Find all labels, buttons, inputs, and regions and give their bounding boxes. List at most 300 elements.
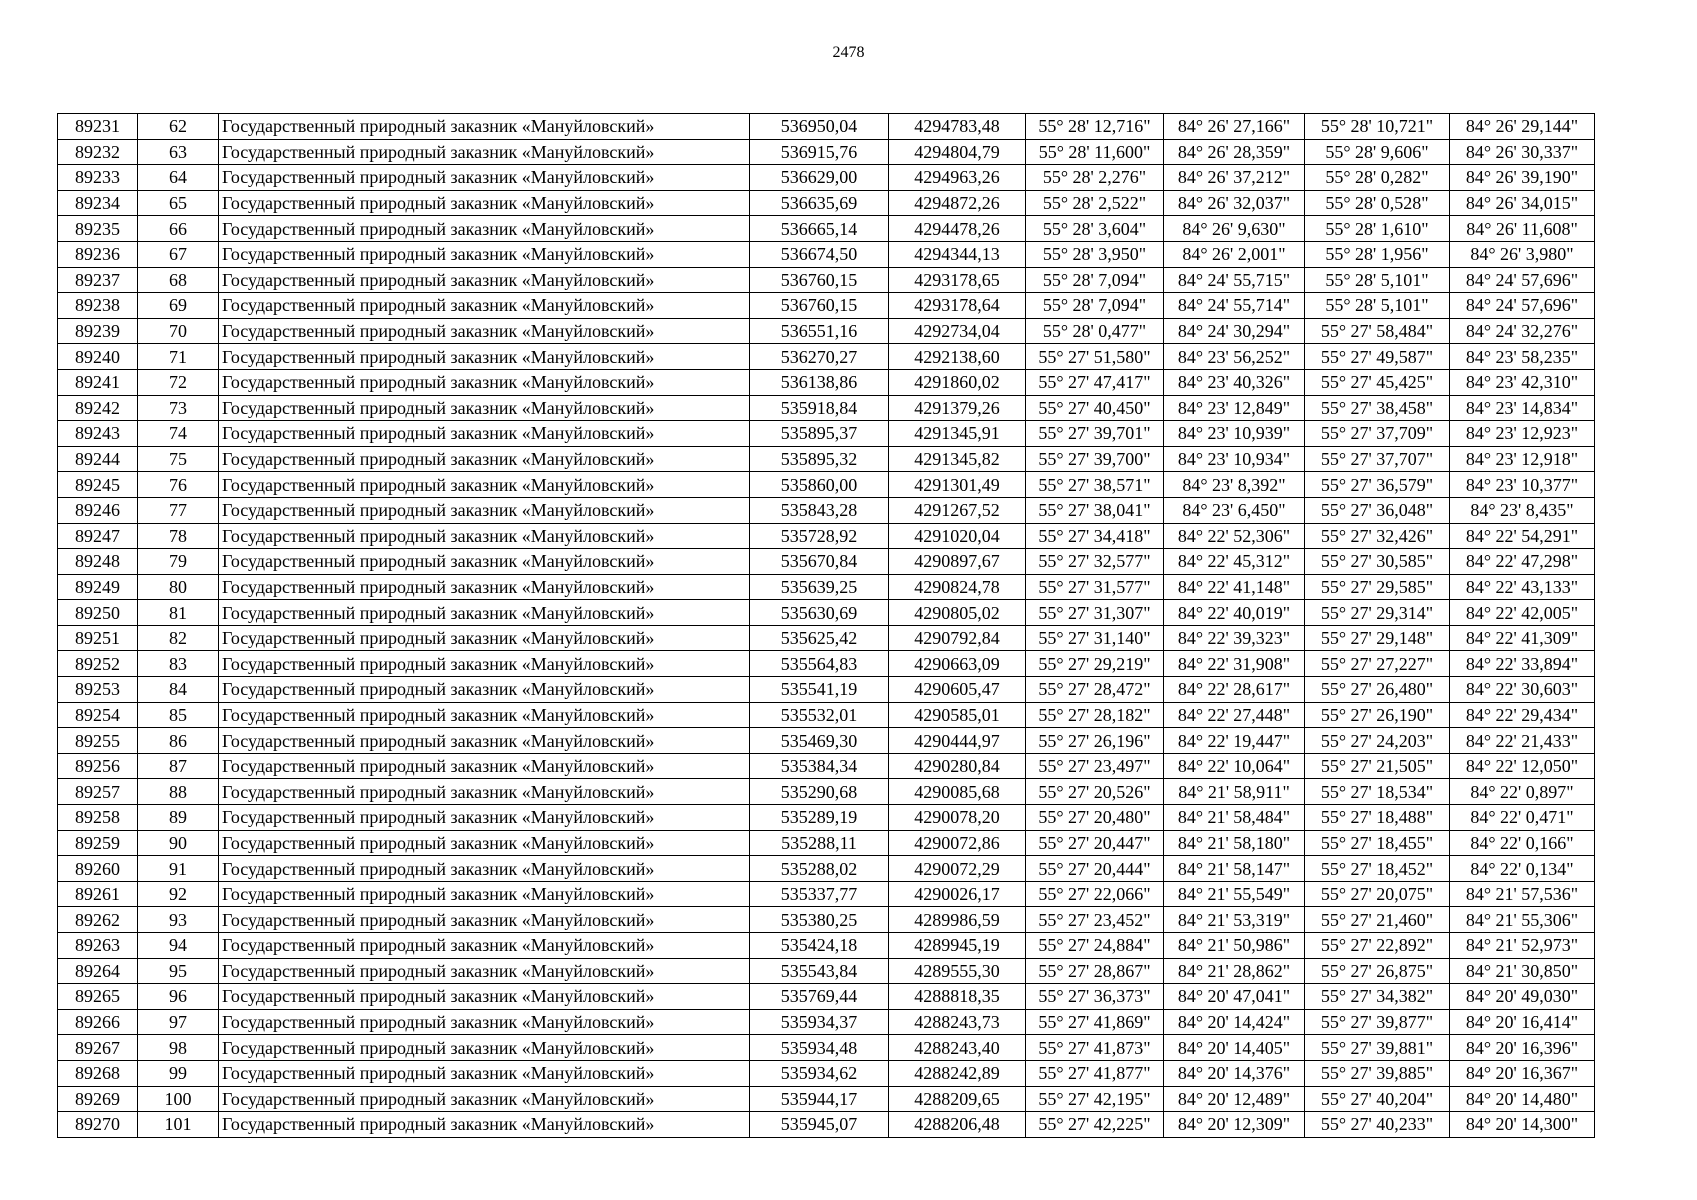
object-name-cell: Государственный природный заказник «Мануйловский» [219,1112,750,1138]
latitude-alt-cell: 55° 27' 21,460" [1305,907,1450,933]
x-coordinate-cell: 536665,14 [750,216,889,242]
x-coordinate-cell: 535469,30 [750,728,889,754]
latitude-alt-cell: 55° 27' 32,426" [1305,523,1450,549]
x-coordinate-cell: 535934,48 [750,1035,889,1061]
latitude-alt-cell: 55° 27' 39,881" [1305,1035,1450,1061]
record-id-cell: 89253 [58,677,138,703]
table-row [58,216,1595,242]
table-row [58,728,1595,754]
latitude-cell: 55° 27' 31,577" [1026,574,1164,600]
longitude-alt-cell: 84° 20' 14,300" [1450,1112,1595,1138]
latitude-alt-cell: 55° 27' 38,458" [1305,395,1450,421]
object-name-cell: Государственный природный заказник «Мануйловский» [219,344,750,370]
longitude-alt-cell: 84° 23' 12,918" [1450,446,1595,472]
latitude-cell: 55° 27' 28,472" [1026,677,1164,703]
record-id-cell: 89245 [58,472,138,498]
object-name-cell: Государственный природный заказник «Мануйловский» [219,446,750,472]
object-name-cell: Государственный природный заказник «Мануйловский» [219,165,750,191]
point-number-cell: 88 [138,779,219,805]
object-name-cell: Государственный природный заказник «Мануйловский» [219,625,750,651]
longitude-cell: 84° 20' 12,309" [1164,1112,1305,1138]
object-name-cell: Государственный природный заказник «Мануйловский» [219,318,750,344]
latitude-cell: 55° 27' 41,869" [1026,1009,1164,1035]
table-row [58,139,1595,165]
point-number-cell: 73 [138,395,219,421]
longitude-alt-cell: 84° 22' 54,291" [1450,523,1595,549]
table-row [58,267,1595,293]
longitude-alt-cell: 84° 20' 16,396" [1450,1035,1595,1061]
table-row [58,651,1595,677]
record-id-cell: 89241 [58,369,138,395]
record-id-cell: 89246 [58,497,138,523]
record-id-cell: 89269 [58,1086,138,1112]
latitude-cell: 55° 28' 3,604" [1026,216,1164,242]
table-row [58,625,1595,651]
object-name-cell: Государственный природный заказник «Мануйловский» [219,1086,750,1112]
longitude-alt-cell: 84° 26' 3,980" [1450,241,1595,267]
record-id-cell: 89255 [58,728,138,754]
latitude-cell: 55° 28' 3,950" [1026,241,1164,267]
y-coordinate-cell: 4288209,65 [889,1086,1026,1112]
object-name-cell: Государственный природный заказник «Мануйловский» [219,856,750,882]
object-name-cell: Государственный природный заказник «Мануйловский» [219,241,750,267]
latitude-cell: 55° 28' 11,600" [1026,139,1164,165]
longitude-cell: 84° 23' 56,252" [1164,344,1305,370]
y-coordinate-cell: 4291020,04 [889,523,1026,549]
point-number-cell: 92 [138,881,219,907]
point-number-cell: 83 [138,651,219,677]
y-coordinate-cell: 4291345,91 [889,421,1026,447]
latitude-cell: 55° 27' 24,884" [1026,933,1164,959]
record-id-cell: 89252 [58,651,138,677]
record-id-cell: 89250 [58,600,138,626]
longitude-alt-cell: 84° 23' 10,377" [1450,472,1595,498]
y-coordinate-cell: 4290663,09 [889,651,1026,677]
table-body [58,114,1595,1138]
record-id-cell: 89265 [58,984,138,1010]
longitude-alt-cell: 84° 20' 49,030" [1450,984,1595,1010]
point-number-cell: 85 [138,702,219,728]
latitude-cell: 55° 27' 32,577" [1026,549,1164,575]
x-coordinate-cell: 535639,25 [750,574,889,600]
table-row [58,241,1595,267]
record-id-cell: 89259 [58,830,138,856]
x-coordinate-cell: 535288,11 [750,830,889,856]
latitude-alt-cell: 55° 27' 37,709" [1305,421,1450,447]
table-row [58,344,1595,370]
latitude-cell: 55° 27' 28,867" [1026,958,1164,984]
record-id-cell: 89238 [58,293,138,319]
latitude-cell: 55° 27' 38,571" [1026,472,1164,498]
latitude-cell: 55° 27' 28,182" [1026,702,1164,728]
longitude-alt-cell: 84° 26' 39,190" [1450,165,1595,191]
x-coordinate-cell: 535424,18 [750,933,889,959]
y-coordinate-cell: 4290585,01 [889,702,1026,728]
x-coordinate-cell: 535543,84 [750,958,889,984]
y-coordinate-cell: 4290805,02 [889,600,1026,626]
y-coordinate-cell: 4289945,19 [889,933,1026,959]
table-row [58,677,1595,703]
latitude-alt-cell: 55° 28' 0,282" [1305,165,1450,191]
object-name-cell: Государственный природный заказник «Мануйловский» [219,549,750,575]
longitude-alt-cell: 84° 20' 16,414" [1450,1009,1595,1035]
record-id-cell: 89235 [58,216,138,242]
latitude-alt-cell: 55° 27' 40,204" [1305,1086,1450,1112]
object-name-cell: Государственный природный заказник «Мануйловский» [219,651,750,677]
object-name-cell: Государственный природный заказник «Мануйловский» [219,933,750,959]
point-number-cell: 71 [138,344,219,370]
longitude-cell: 84° 20' 14,424" [1164,1009,1305,1035]
latitude-cell: 55° 27' 39,700" [1026,446,1164,472]
y-coordinate-cell: 4290026,17 [889,881,1026,907]
longitude-alt-cell: 84° 23' 8,435" [1450,497,1595,523]
table-row [58,881,1595,907]
longitude-alt-cell: 84° 22' 47,298" [1450,549,1595,575]
object-name-cell: Государственный природный заказник «Мануйловский» [219,1009,750,1035]
object-name-cell: Государственный природный заказник «Мануйловский» [219,497,750,523]
latitude-alt-cell: 55° 27' 45,425" [1305,369,1450,395]
object-name-cell: Государственный природный заказник «Мануйловский» [219,728,750,754]
latitude-alt-cell: 55° 27' 26,480" [1305,677,1450,703]
longitude-cell: 84° 22' 28,617" [1164,677,1305,703]
object-name-cell: Государственный природный заказник «Мануйловский» [219,472,750,498]
longitude-cell: 84° 21' 58,911" [1164,779,1305,805]
latitude-alt-cell: 55° 27' 29,585" [1305,574,1450,600]
longitude-alt-cell: 84° 22' 41,309" [1450,625,1595,651]
record-id-cell: 89231 [58,114,138,140]
y-coordinate-cell: 4294478,26 [889,216,1026,242]
object-name-cell: Государственный природный заказник «Мануйловский» [219,958,750,984]
point-number-cell: 89 [138,805,219,831]
record-id-cell: 89268 [58,1060,138,1086]
latitude-cell: 55° 27' 42,195" [1026,1086,1164,1112]
y-coordinate-cell: 4291860,02 [889,369,1026,395]
record-id-cell: 89257 [58,779,138,805]
point-number-cell: 90 [138,830,219,856]
table-row [58,830,1595,856]
record-id-cell: 89240 [58,344,138,370]
point-number-cell: 84 [138,677,219,703]
record-id-cell: 89267 [58,1035,138,1061]
object-name-cell: Государственный природный заказник «Мануйловский» [219,677,750,703]
longitude-alt-cell: 84° 23' 14,834" [1450,395,1595,421]
longitude-alt-cell: 84° 26' 30,337" [1450,139,1595,165]
record-id-cell: 89258 [58,805,138,831]
table-row [58,421,1595,447]
latitude-alt-cell: 55° 27' 26,190" [1305,702,1450,728]
latitude-alt-cell: 55° 27' 27,227" [1305,651,1450,677]
record-id-cell: 89264 [58,958,138,984]
table-row [58,472,1595,498]
x-coordinate-cell: 535670,84 [750,549,889,575]
longitude-cell: 84° 21' 58,484" [1164,805,1305,831]
latitude-alt-cell: 55° 27' 37,707" [1305,446,1450,472]
object-name-cell: Государственный природный заказник «Мануйловский» [219,574,750,600]
longitude-cell: 84° 20' 14,376" [1164,1060,1305,1086]
longitude-alt-cell: 84° 22' 29,434" [1450,702,1595,728]
x-coordinate-cell: 536629,00 [750,165,889,191]
point-number-cell: 79 [138,549,219,575]
longitude-alt-cell: 84° 22' 30,603" [1450,677,1595,703]
latitude-cell: 55° 27' 36,373" [1026,984,1164,1010]
y-coordinate-cell: 4294872,26 [889,190,1026,216]
longitude-alt-cell: 84° 24' 32,276" [1450,318,1595,344]
record-id-cell: 89251 [58,625,138,651]
x-coordinate-cell: 535918,84 [750,395,889,421]
latitude-cell: 55° 27' 31,307" [1026,600,1164,626]
x-coordinate-cell: 535625,42 [750,625,889,651]
point-number-cell: 82 [138,625,219,651]
point-number-cell: 67 [138,241,219,267]
table-row [58,1009,1595,1035]
table-row [58,702,1595,728]
longitude-alt-cell: 84° 26' 11,608" [1450,216,1595,242]
x-coordinate-cell: 536950,04 [750,114,889,140]
point-number-cell: 78 [138,523,219,549]
y-coordinate-cell: 4288818,35 [889,984,1026,1010]
object-name-cell: Государственный природный заказник «Мануйловский» [219,139,750,165]
latitude-cell: 55° 27' 20,444" [1026,856,1164,882]
table-row [58,933,1595,959]
latitude-cell: 55° 27' 41,877" [1026,1060,1164,1086]
table-row [58,1035,1595,1061]
point-number-cell: 100 [138,1086,219,1112]
longitude-cell: 84° 22' 41,148" [1164,574,1305,600]
longitude-alt-cell: 84° 26' 29,144" [1450,114,1595,140]
y-coordinate-cell: 4290072,86 [889,830,1026,856]
x-coordinate-cell: 535288,02 [750,856,889,882]
table-row [58,497,1595,523]
latitude-alt-cell: 55° 27' 21,505" [1305,753,1450,779]
longitude-alt-cell: 84° 21' 52,973" [1450,933,1595,959]
table-row [58,1112,1595,1138]
latitude-alt-cell: 55° 28' 5,101" [1305,267,1450,293]
point-number-cell: 69 [138,293,219,319]
x-coordinate-cell: 536270,27 [750,344,889,370]
point-number-cell: 72 [138,369,219,395]
record-id-cell: 89232 [58,139,138,165]
object-name-cell: Государственный природный заказник «Мануйловский» [219,293,750,319]
record-id-cell: 89242 [58,395,138,421]
object-name-cell: Государственный природный заказник «Мануйловский» [219,753,750,779]
y-coordinate-cell: 4294783,48 [889,114,1026,140]
table-row [58,523,1595,549]
latitude-alt-cell: 55° 27' 49,587" [1305,344,1450,370]
table-row [58,165,1595,191]
record-id-cell: 89261 [58,881,138,907]
record-id-cell: 89263 [58,933,138,959]
y-coordinate-cell: 4290824,78 [889,574,1026,600]
latitude-cell: 55° 27' 26,196" [1026,728,1164,754]
latitude-cell: 55° 27' 51,580" [1026,344,1164,370]
y-coordinate-cell: 4291267,52 [889,497,1026,523]
latitude-alt-cell: 55° 27' 24,203" [1305,728,1450,754]
latitude-alt-cell: 55° 27' 39,885" [1305,1060,1450,1086]
longitude-alt-cell: 84° 24' 57,696" [1450,267,1595,293]
record-id-cell: 89260 [58,856,138,882]
point-number-cell: 91 [138,856,219,882]
longitude-cell: 84° 26' 32,037" [1164,190,1305,216]
longitude-alt-cell: 84° 22' 0,897" [1450,779,1595,805]
table-row [58,805,1595,831]
object-name-cell: Государственный природный заказник «Мануйловский» [219,984,750,1010]
record-id-cell: 89254 [58,702,138,728]
point-number-cell: 96 [138,984,219,1010]
record-id-cell: 89248 [58,549,138,575]
point-number-cell: 75 [138,446,219,472]
x-coordinate-cell: 535895,32 [750,446,889,472]
latitude-alt-cell: 55° 28' 5,101" [1305,293,1450,319]
y-coordinate-cell: 4292138,60 [889,344,1026,370]
point-number-cell: 64 [138,165,219,191]
x-coordinate-cell: 535944,17 [750,1086,889,1112]
record-id-cell: 89237 [58,267,138,293]
table-row [58,549,1595,575]
longitude-cell: 84° 23' 40,326" [1164,369,1305,395]
latitude-cell: 55° 27' 38,041" [1026,497,1164,523]
x-coordinate-cell: 535289,19 [750,805,889,831]
y-coordinate-cell: 4289555,30 [889,958,1026,984]
longitude-alt-cell: 84° 22' 0,166" [1450,830,1595,856]
latitude-alt-cell: 55° 27' 40,233" [1305,1112,1450,1138]
x-coordinate-cell: 535541,19 [750,677,889,703]
point-number-cell: 93 [138,907,219,933]
point-number-cell: 97 [138,1009,219,1035]
longitude-alt-cell: 84° 23' 12,923" [1450,421,1595,447]
x-coordinate-cell: 536551,16 [750,318,889,344]
latitude-cell: 55° 27' 31,140" [1026,625,1164,651]
y-coordinate-cell: 4290072,29 [889,856,1026,882]
latitude-cell: 55° 27' 23,497" [1026,753,1164,779]
page-number: 2478 [832,44,865,61]
x-coordinate-cell: 535895,37 [750,421,889,447]
y-coordinate-cell: 4290792,84 [889,625,1026,651]
latitude-cell: 55° 28' 2,276" [1026,165,1164,191]
point-number-cell: 68 [138,267,219,293]
longitude-alt-cell: 84° 22' 0,471" [1450,805,1595,831]
x-coordinate-cell: 536760,15 [750,267,889,293]
object-name-cell: Государственный природный заказник «Мануйловский» [219,805,750,831]
latitude-alt-cell: 55° 27' 18,488" [1305,805,1450,831]
longitude-cell: 84° 21' 53,319" [1164,907,1305,933]
object-name-cell: Государственный природный заказник «Мануйловский» [219,216,750,242]
table-row [58,984,1595,1010]
record-id-cell: 89262 [58,907,138,933]
x-coordinate-cell: 536760,15 [750,293,889,319]
y-coordinate-cell: 4290085,68 [889,779,1026,805]
latitude-alt-cell: 55° 27' 18,452" [1305,856,1450,882]
latitude-cell: 55° 27' 34,418" [1026,523,1164,549]
longitude-cell: 84° 26' 28,359" [1164,139,1305,165]
latitude-alt-cell: 55° 27' 36,579" [1305,472,1450,498]
y-coordinate-cell: 4291345,82 [889,446,1026,472]
longitude-alt-cell: 84° 22' 43,133" [1450,574,1595,600]
x-coordinate-cell: 535934,37 [750,1009,889,1035]
longitude-cell: 84° 23' 10,939" [1164,421,1305,447]
y-coordinate-cell: 4291379,26 [889,395,1026,421]
longitude-alt-cell: 84° 21' 55,306" [1450,907,1595,933]
longitude-alt-cell: 84° 23' 58,235" [1450,344,1595,370]
longitude-cell: 84° 26' 2,001" [1164,241,1305,267]
object-name-cell: Государственный природный заказник «Мануйловский» [219,523,750,549]
x-coordinate-cell: 535728,92 [750,523,889,549]
longitude-cell: 84° 21' 58,180" [1164,830,1305,856]
y-coordinate-cell: 4288243,73 [889,1009,1026,1035]
point-number-cell: 94 [138,933,219,959]
table-row [58,753,1595,779]
longitude-cell: 84° 20' 12,489" [1164,1086,1305,1112]
latitude-cell: 55° 27' 39,701" [1026,421,1164,447]
record-id-cell: 89233 [58,165,138,191]
latitude-alt-cell: 55° 28' 1,610" [1305,216,1450,242]
record-id-cell: 89234 [58,190,138,216]
latitude-cell: 55° 27' 40,450" [1026,395,1164,421]
longitude-cell: 84° 22' 39,323" [1164,625,1305,651]
point-number-cell: 62 [138,114,219,140]
longitude-alt-cell: 84° 22' 12,050" [1450,753,1595,779]
point-number-cell: 95 [138,958,219,984]
object-name-cell: Государственный природный заказник «Мануйловский» [219,779,750,805]
longitude-cell: 84° 21' 58,147" [1164,856,1305,882]
longitude-alt-cell: 84° 22' 21,433" [1450,728,1595,754]
x-coordinate-cell: 535843,28 [750,497,889,523]
longitude-cell: 84° 26' 37,212" [1164,165,1305,191]
longitude-cell: 84° 21' 55,549" [1164,881,1305,907]
x-coordinate-cell: 536635,69 [750,190,889,216]
latitude-cell: 55° 27' 22,066" [1026,881,1164,907]
longitude-alt-cell: 84° 22' 33,894" [1450,651,1595,677]
latitude-cell: 55° 27' 23,452" [1026,907,1164,933]
latitude-alt-cell: 55° 27' 58,484" [1305,318,1450,344]
x-coordinate-cell: 535860,00 [750,472,889,498]
x-coordinate-cell: 535945,07 [750,1112,889,1138]
latitude-cell: 55° 27' 29,219" [1026,651,1164,677]
longitude-alt-cell: 84° 24' 57,696" [1450,293,1595,319]
point-number-cell: 74 [138,421,219,447]
point-number-cell: 99 [138,1060,219,1086]
longitude-alt-cell: 84° 26' 34,015" [1450,190,1595,216]
object-name-cell: Государственный природный заказник «Мануйловский» [219,114,750,140]
object-name-cell: Государственный природный заказник «Мануйловский» [219,881,750,907]
point-number-cell: 80 [138,574,219,600]
latitude-alt-cell: 55° 27' 39,877" [1305,1009,1450,1035]
longitude-cell: 84° 20' 47,041" [1164,984,1305,1010]
x-coordinate-cell: 535532,01 [750,702,889,728]
longitude-cell: 84° 22' 31,908" [1164,651,1305,677]
y-coordinate-cell: 4293178,64 [889,293,1026,319]
latitude-cell: 55° 27' 42,225" [1026,1112,1164,1138]
latitude-cell: 55° 27' 20,526" [1026,779,1164,805]
y-coordinate-cell: 4290605,47 [889,677,1026,703]
latitude-cell: 55° 28' 0,477" [1026,318,1164,344]
coordinates-table [57,113,1595,1138]
point-number-cell: 63 [138,139,219,165]
latitude-alt-cell: 55° 27' 18,534" [1305,779,1450,805]
longitude-alt-cell: 84° 20' 14,480" [1450,1086,1595,1112]
y-coordinate-cell: 4294344,13 [889,241,1026,267]
record-id-cell: 89256 [58,753,138,779]
point-number-cell: 77 [138,497,219,523]
y-coordinate-cell: 4292734,04 [889,318,1026,344]
object-name-cell: Государственный природный заказник «Мануйловский» [219,395,750,421]
object-name-cell: Государственный природный заказник «Мануйловский» [219,190,750,216]
point-number-cell: 87 [138,753,219,779]
longitude-cell: 84° 20' 14,405" [1164,1035,1305,1061]
table-row [58,1086,1595,1112]
point-number-cell: 70 [138,318,219,344]
x-coordinate-cell: 535290,68 [750,779,889,805]
y-coordinate-cell: 4288206,48 [889,1112,1026,1138]
